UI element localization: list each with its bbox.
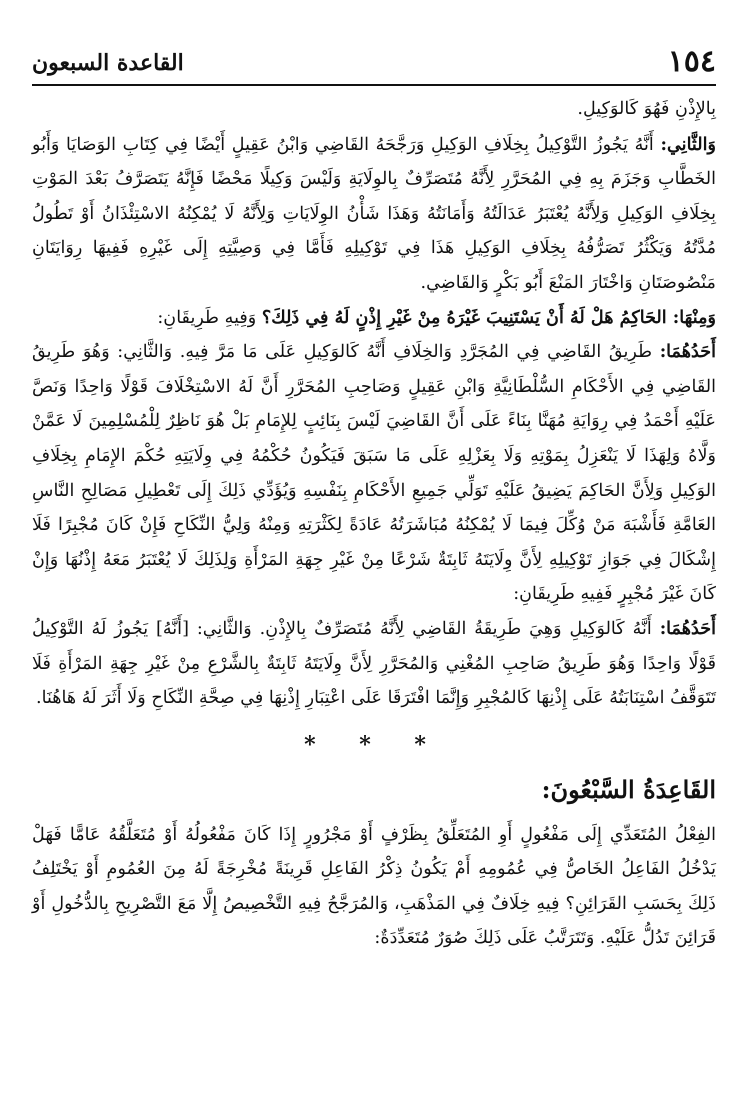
section-separator: * * * <box>304 731 444 758</box>
paragraph-text: أَنَّهُ يَجُوزُ التَّوْكِيلُ بِخِلَافِ الوَكِيلِ وَرَجَّحَهُ القَاضِي وَابْنُ عَقِيلٍ أَيْضًا فِي كِتَابِ الوَصَايَا وَأَبُو الخَطَّابِ وَجَزَمَ بِهِ فِي المُحَرَّرِ لِأَنَّهُ مُتَصَرِّفٌ بِالوِلَايَةِ وَلَيْسَ وَكِيلًا مَحْضًا فَإِنَّهُ يَتَصَرَّفُ بَعْدَ المَوْتِ بِخِلَافِ الوَكِيلِ وَلِأَنَّهُ يُعْتَبَرُ عَدَالَتُهُ وَأَمَانَتُهُ وَهَذَا شَأْنُ الوِلَايَاتِ وَلِأَنَّهُ لَا يُمْكِنُهُ الاسْتِئْذَانُ أَوْ تَطُولُ مُدَّتُهُ وَيَكْثُرُ تَصَرُّفُهُ بِخِلَافِ الوَكِيلِ هَذَا فِي تَوْكِيلِهِ فَأَمَّا فِي وَصِيَّتِهِ إِلَى غَيْرِهِ فَفِيهَا رِوَايَتَانِ مَنْصُوصَتَانِ وَاخْتَارَ المَنْعَ أَبُو بَكْرٍ وَالقَاضِي. <box>32 134 716 293</box>
paragraph-text: وَفِيهِ طَرِيقَانِ: <box>157 307 262 328</box>
page-number: ١٥٤ <box>667 44 716 79</box>
paragraph-text: أَنَّهُ كَالوَكِيلِ وَهِيَ طَرِيقَةُ القَاضِي لِأَنَّهُ مُتَصَرِّفٌ بِالإِذْنِ. وَالثَّانِي: [أَنَّهُ] يَجُوزُ لَهُ التَّوْكِيلُ قَوْلًا وَاحِدًا وَهُوَ طَرِيقُ صَاحِبِ المُغْنِي وَالمُحَرَّرِ لِأَنَّ وِلَايَتَهُ ثَابِتَةٌ بِالشَّرْعِ مِنْ غَيْرِ جِهَةِ المَرْأَةِ فَلَا تَتَوَقَّفُ اسْتِنَابَتُهُ عَلَى إِذْنِهَا كَالمُجْبِرِ وَإِنَّمَا افْتَرَقَا عَلَى اعْتِبَارِ إِذْنِهَا فِي صِحَّةِ النِّكَاحِ وَلَا أَثَرَ لَهُ هَاهُنَا. <box>32 618 716 709</box>
paragraph <box>32 335 716 612</box>
paragraph-label: أَحَدُهُمَا: <box>659 617 716 639</box>
section-heading: القَاعِدَةُ السَّبْعُونَ: <box>541 774 716 804</box>
paragraph <box>32 92 716 127</box>
paragraph <box>32 301 716 336</box>
paragraph-label: وَمِنْهَا: الحَاكِمُ هَلْ لَهُ أَنْ يَسْتَنِيبَ غَيْرَهُ مِنْ غَيْرِ إِذْنٍ لَهُ فِي ذَلِكَ؟ <box>261 306 716 328</box>
section-paragraph: الفِعْلُ المُتَعَدِّي إِلَى مَفْعُولٍ أَوِ المُتَعَلِّقُ بِظَرْفٍ أَوْ مَجْرُورٍ إِذَا كَانَ مَفْعُولُهُ أَوْ مُتَعَلَّقُهُ عَامًّا فَهَلْ يَدْخُلُ الفَاعِلُ الخَاصُّ فِي عُمُومِهِ أَمْ يَكُونُ ذِكْرُ الفَاعِلِ قَرِينَةً مُخْرِجَةً لَهُ مِنَ العُمُومِ أَوْ يَخْتَلِفُ ذَلِكَ بِحَسَبِ القَرَائِنِ؟ فِيهِ خِلَافٌ فِي المَذْهَبِ، وَالمُرَجَّحُ فِيهِ التَّخْصِيصُ إِلَّا مَعَ التَّصْرِيحِ بِالدُّخُولِ أَوْ قَرَائِنَ تَدُلُّ عَلَيْهِ. وَتَتَرَتَّبُ عَلَى ذَلِكَ صُوَرٌ مُتَعَدِّدَةٌ: <box>32 824 716 949</box>
paragraph-text: بِالإِذْنِ فَهُوَ كَالوَكِيلِ. <box>577 99 716 119</box>
running-title: القاعدة السبعون <box>32 50 184 76</box>
page-header <box>32 40 716 86</box>
paragraph <box>32 128 716 301</box>
paragraph <box>32 612 716 716</box>
paragraph-label: وَالثَّانِي: <box>660 133 716 155</box>
page-body <box>32 92 716 956</box>
paragraph-text: طَرِيقُ القَاضِي فِي المُجَرَّدِ وَالخِلَافِ أَنَّهُ كَالوَكِيلِ عَلَى مَا مَرَّ فِيهِ. وَالثَّانِي: وَهُوَ طَرِيقُ القَاضِي فِي الأَحْكَامِ السُّلْطَانِيَّةِ وَابْنِ عَقِيلٍ وَصَاحِبِ المُحَرَّرِ أَنَّ لَهُ الاسْتِخْلَافَ قَوْلًا وَاحِدًا وَنَصَّ عَلَيْهِ أَحْمَدُ فِي رِوَايَةِ مُهَنَّا بِنَاءً عَلَى أَنَّ القَاضِيَ لَيْسَ بِنَائِبٍ لِلإِمَامِ بَلْ هُوَ نَاظِرٌ لِلْمُسْلِمِينَ لَا عَمَّنْ وَلَّاهُ وَلِهَذَا لَا يَنْعَزِلُ بِمَوْتِهِ وَلَا بِعَزْلِهِ عَلَى مَا سَبَقَ فَيَكُونُ حُكْمُهُ فِي وِلَايَتِهِ حُكْمَ الإِمَامِ بِخِلَافِ الوَكِيلِ وَلِأَنَّ الحَاكِمَ يَضِيقُ عَلَيْهِ تَوَلِّي جَمِيعِ الأَحْكَامِ بِنَفْسِهِ وَيُؤَدِّي ذَلِكَ إِلَى تَعْطِيلِ مَصَالِحِ النَّاسِ العَامَّةِ فَأَشْبَهَ مَنْ وُكِّلَ فِيمَا لَا يُمْكِنُهُ مُبَاشَرَتُهُ عَادَةً لِكَثْرَتِهِ وَمِنْهُ وَلِيُّ النِّكَاحِ فَإِنْ كَانَ مُجْبِرًا فَلَا إِشْكَالَ فِي جَوَازِ تَوْكِيلِهِ لِأَنَّ وِلَايَتَهُ ثَابِتَةٌ شَرْعًا مِنْ غَيْرِ جِهَةِ المَرْأَةِ وَلِذَلِكَ لَا يُعْتَبَرُ مَعَهُ إِذْنُهَا وَإِنْ كَانَ غَيْرَ مُجْبِرٍ فَفِيهِ طَرِيقَانِ: <box>32 342 716 605</box>
paragraph-label: أَحَدُهُمَا: <box>659 341 716 363</box>
